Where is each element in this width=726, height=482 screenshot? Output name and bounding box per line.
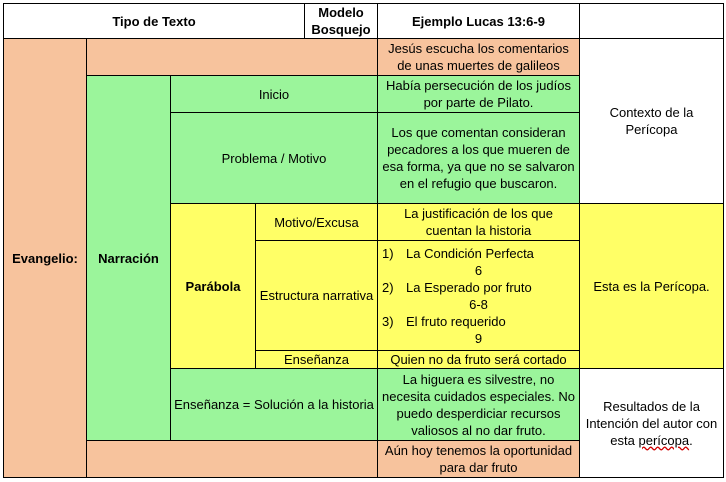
intro-text: Jesús escucha los comentarios de unas muertes de galileos [377,38,580,76]
contexto-cell: Contexto de la Perícopa [579,38,724,204]
parabola-cell: Parábola [170,203,256,369]
ensenanza-text: Quien no da fruto será cortado [377,350,580,369]
resultados-cell [579,368,724,478]
motivo-text: La justificación de los que cuentan la historia [377,203,580,241]
narracion-cell: Narración [86,75,171,441]
list-ref: 9 [474,330,483,346]
resultados-text: Resultados de la Intención del autor con esta [585,398,718,448]
problema-label: Problema / Motivo [170,112,378,204]
header-blank [579,3,724,39]
pericopa-cell: Esta es la Perícopa. [579,203,724,369]
motivo-label: Motivo/Excusa [255,203,378,241]
inicio-text: Había persecución de los judíos por parte de Pilato. [377,75,580,113]
list-text: El fruto requerido [406,313,506,329]
solucion-text: La higuera es silvestre, no necesita cuidados especiales. No puedo desperdiciar recursos valiosos al no dar fruto. [377,368,580,441]
list-item [382,245,575,279]
list-ref: 6 [474,262,483,278]
evangelio-cell: Evangelio: [3,38,87,478]
resultados-word: perícopa [638,432,690,448]
aplicacion-text: Aún hoy tenemos la oportunidad para dar fruto [377,440,580,478]
list-item [382,279,575,313]
header-ejemplo: Ejemplo Lucas 13:6-9 [377,3,580,39]
aplicacion-blank [86,440,378,478]
list-ref: 6-8 [469,296,488,312]
list-text: La Condición Perfecta [406,245,534,261]
estructura-label: Estructura narrativa [255,240,378,351]
header-modelo-bosquejo: Modelo Bosquejo [304,3,378,39]
estructura-list [377,240,580,351]
ensenanza-label: Enseñanza [255,350,378,369]
list-text: La Esperado por fruto [406,279,532,295]
intro-blank [86,38,378,76]
problema-text: Los que comentan consideran pecadores a los que mueren de esa forma, ya que no se salvaron en el refugio que buscaron. [377,112,580,204]
list-number: 2) [382,279,394,295]
list-number: 3) [382,313,394,329]
solucion-label: Enseñanza = Solución a la historia [170,368,378,441]
header-tipo-de-texto: Tipo de Texto [3,3,305,39]
list-number: 1) [382,245,394,261]
inicio-label: Inicio [170,75,378,113]
resultados-end: . [689,432,693,448]
list-item [382,313,575,347]
